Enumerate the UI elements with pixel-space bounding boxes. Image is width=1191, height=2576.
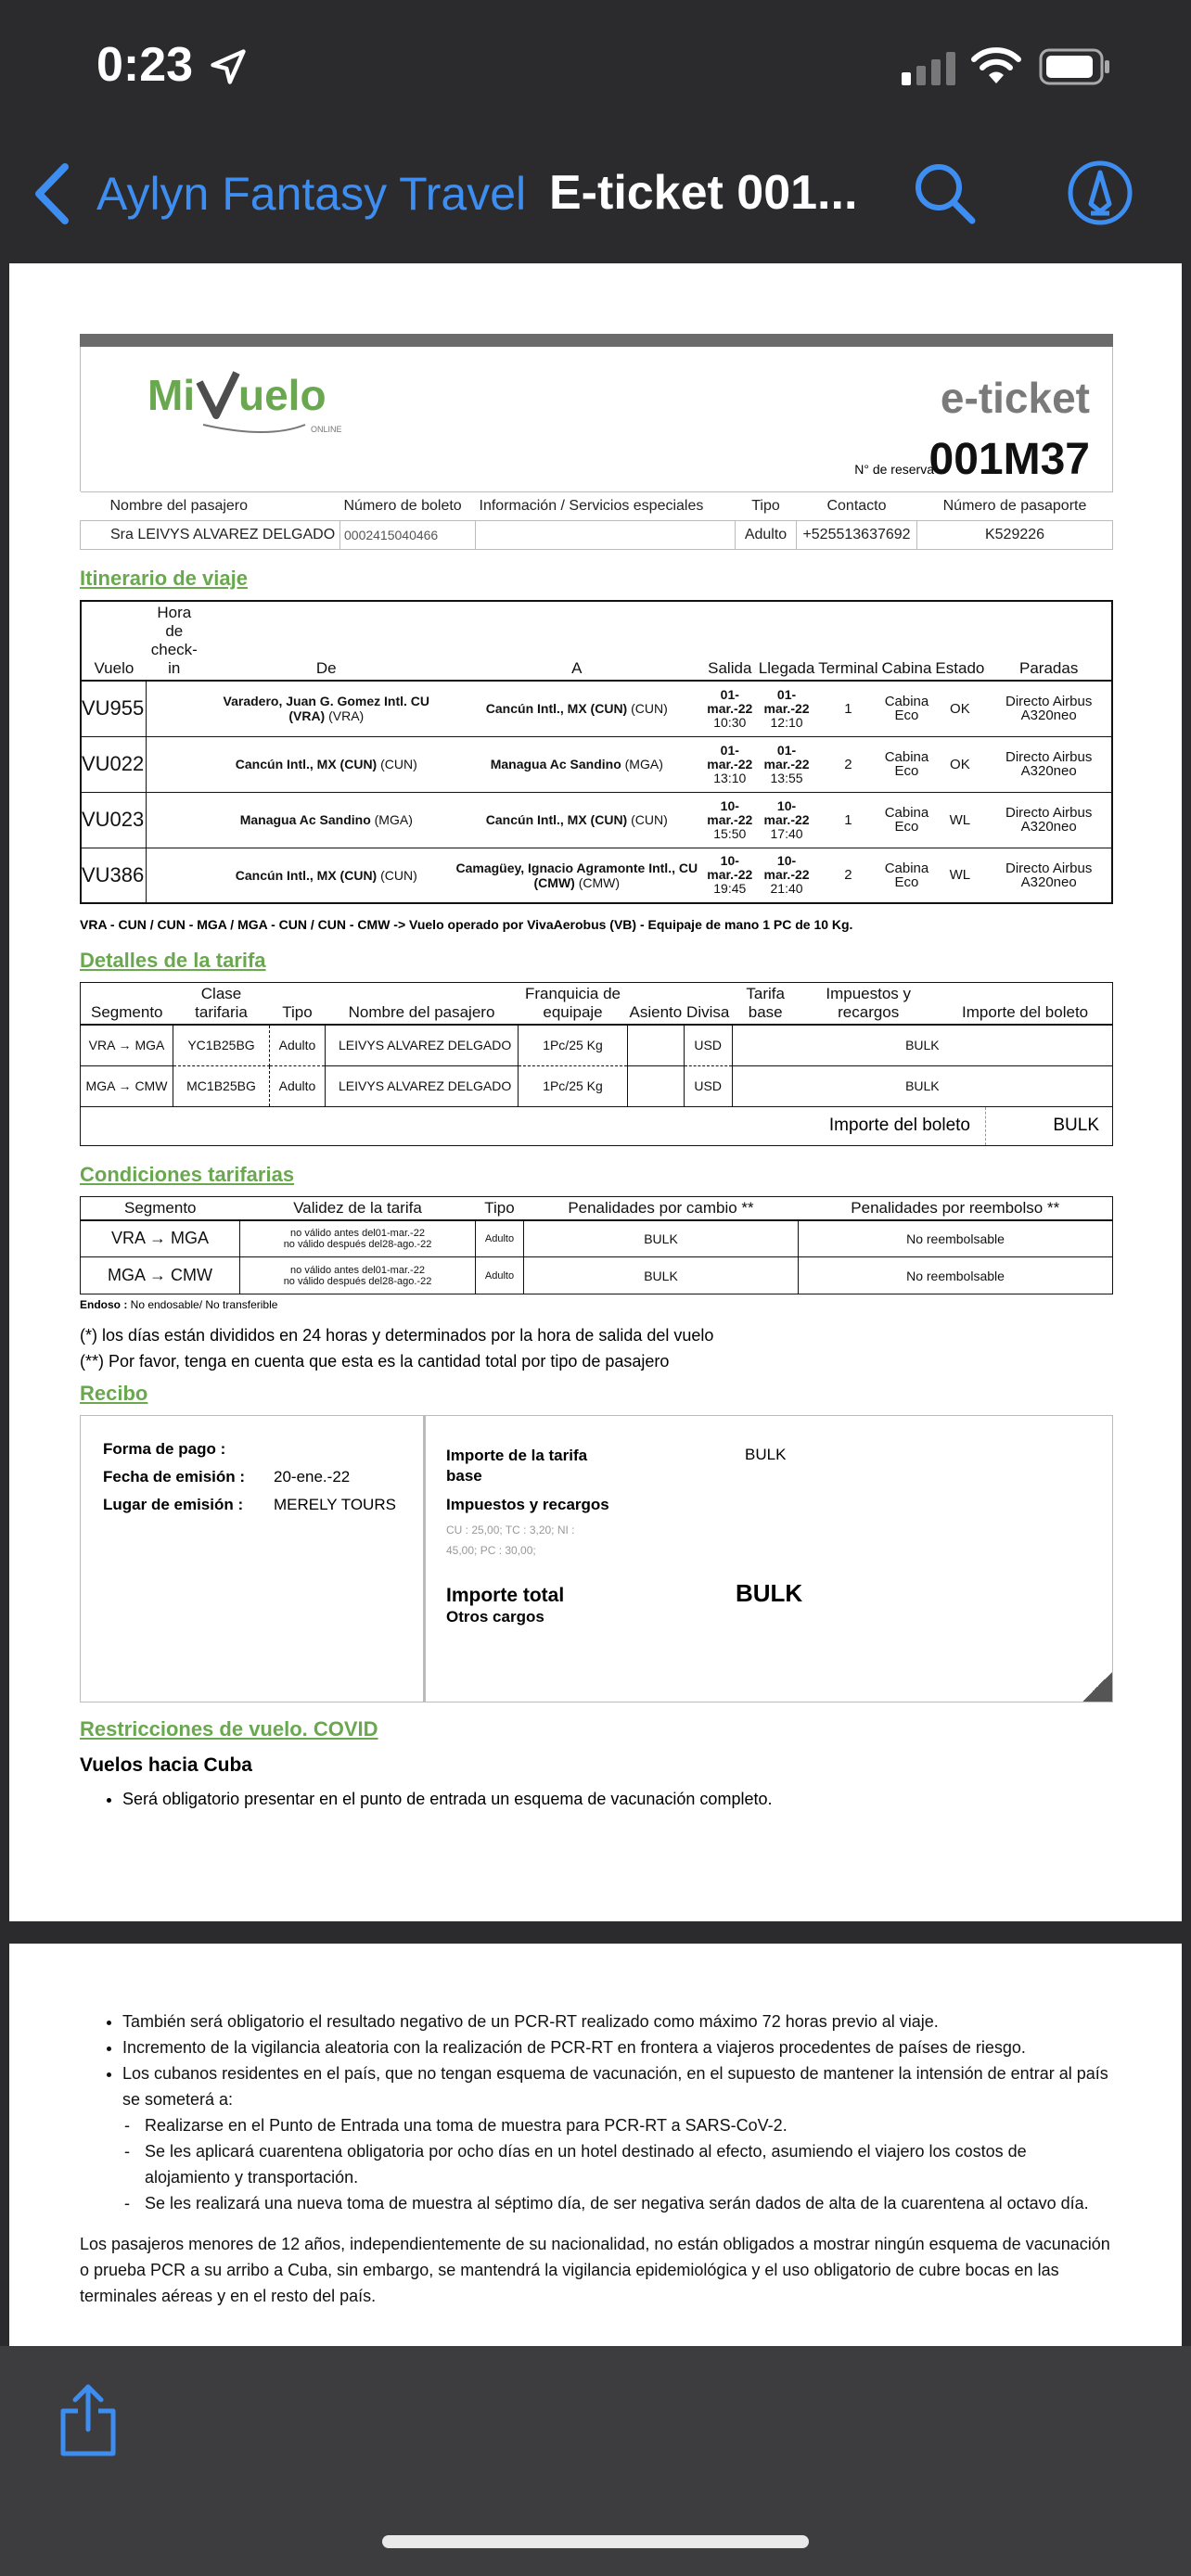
list-item: - Se les aplicará cuarentena obligatoria por ocho días en un hotel destinado al efecto, asumiendo el viajero los costos de alojamiento y transportación. (122, 2138, 1113, 2190)
search-icon[interactable] (911, 159, 978, 226)
header-bar (80, 334, 1113, 347)
issue-date-label: Fecha de emisión : (103, 1468, 246, 1486)
destination-code: (CMW) (574, 874, 621, 890)
col-header: A (451, 601, 703, 681)
condition-type: Adulto (476, 1220, 524, 1257)
fare-row (81, 1065, 1113, 1106)
pax-passport: K529226 (917, 521, 1113, 550)
fare-class: MC1B25BG (173, 1065, 270, 1106)
condition-row (81, 1220, 1113, 1257)
list-item: • Será obligatorio presentar en el punto de entrada un esquema de vacunación completo. (122, 1786, 1113, 1812)
validity-from: no válido antes del01-mar.-22 (290, 1264, 425, 1276)
stops: Directo Airbus A320neo (986, 681, 1112, 736)
validity-to: no válido después del28-ago.-22 (283, 1238, 432, 1250)
fare-segment: MGA → CMW (81, 1065, 173, 1106)
col-header: Contacto (797, 492, 917, 521)
col-header: Tarifa base (732, 983, 799, 1026)
col-header: De (202, 601, 451, 681)
condition-segment: VRA → MGA (81, 1220, 240, 1257)
status-time: 0:23 (96, 38, 194, 92)
col-header: Impuestos y recargos (799, 983, 938, 1026)
checkin-time (147, 792, 202, 848)
total-value: BULK (736, 1579, 803, 1607)
minors-paragraph: Los pasajeros menores de 12 años, independientemente de su nacionalidad, no están obligados a mostrar ningún esquema de vacunación o prueba PCR a su arribo a Cuba, sin embargo, se mantendrá la vigilancia epidemiológica y el uso obligatorio de cubre bocas en las terminales aéreas y en el resto del país. (80, 2235, 1110, 2305)
cellular-signal-icon (902, 52, 959, 85)
origin-code: (VRA) (325, 708, 365, 724)
issue-date-value: 20-ene.-22 (274, 1468, 351, 1486)
pdf-page-1[interactable] (9, 263, 1182, 1921)
receipt-title: Recibo (80, 1382, 148, 1405)
arrival-date: 10-mar.-22 (763, 797, 810, 827)
endoso-value: No endosable/ No transferible (127, 1298, 278, 1311)
fare-type: Adulto (270, 1025, 326, 1065)
taxes-detail-line: CU : 25,00; TC : 3,20; NI : (446, 1524, 575, 1537)
receipt-left (81, 1416, 426, 1702)
eticket-label: e-ticket (940, 374, 1090, 422)
departure-date: 01-mar.-22 (707, 686, 753, 716)
pax-type: Adulto (736, 521, 797, 550)
wifi-icon (970, 45, 1022, 85)
list-item: - Realizarse en el Punto de Entrada una toma de muestra para PCR-RT a SARS-CoV-2. (122, 2112, 1113, 2138)
itinerary-row (81, 736, 1112, 792)
status-bar (0, 0, 1191, 139)
cabin: Cabina Eco (880, 681, 934, 736)
fare-row (81, 1025, 1113, 1065)
col-header: Estado (933, 601, 986, 681)
reserva-number: 001M37 (928, 435, 1090, 484)
covid-subtitle: Vuelos hacia Cuba (80, 1754, 252, 1776)
status: OK (933, 681, 986, 736)
departure-time: 15:50 (713, 825, 747, 841)
departure-time: 10:30 (713, 714, 747, 730)
arrival-time: 12:10 (770, 714, 803, 730)
fare-seat (628, 1065, 685, 1106)
col-header: Vuelo (81, 601, 147, 681)
pax-info (476, 521, 736, 550)
status: WL (933, 848, 986, 903)
col-header: Segmento (81, 983, 173, 1026)
col-header: Nombre del pasajero (81, 492, 340, 521)
status: WL (933, 792, 986, 848)
arrival-date: 01-mar.-22 (763, 742, 810, 772)
receipt-right (426, 1416, 1112, 1702)
taxes-detail (446, 1520, 1092, 1561)
fare-notes (80, 1322, 1113, 1374)
col-header: Salida (703, 601, 757, 681)
col-header: Número de pasaporte (917, 492, 1113, 521)
endoso (80, 1298, 1113, 1311)
list-item: • Los cubanos residentes en el país, que no tengan esquema de vacunación, en el supuesto de mantener la intensión de entrar al país se someterá a: (122, 2060, 1113, 2112)
arrival-time: 13:55 (770, 770, 803, 785)
origin (202, 848, 451, 903)
col-header: Clase tarifaria (173, 983, 270, 1026)
itinerary-note: VRA - CUN / CUN - MGA / MGA - CUN / CUN - CMW -> Vuelo operado por VivaAerobus (VB) - Equipaje de mano 1 PC de 10 Kg. (80, 917, 853, 932)
stops: Directo Airbus A320neo (986, 736, 1112, 792)
stops: Directo Airbus A320neo (986, 848, 1112, 903)
fare-total-value: BULK (1053, 1116, 1099, 1135)
col-header: Nombre del pasajero (326, 983, 519, 1026)
destination (451, 792, 703, 848)
itinerary-title: Itinerario de viaje (80, 567, 248, 590)
origin (202, 736, 451, 792)
destination-code: (MGA) (621, 757, 663, 772)
col-header: Terminal (816, 601, 879, 681)
arrival (757, 792, 817, 848)
covid-continued (80, 2009, 1113, 2309)
col-header: Paradas (986, 601, 1112, 681)
origin (202, 792, 451, 848)
origin-name: Managua Ac Sandino (239, 812, 371, 827)
document-title: E-ticket 001... (549, 166, 858, 220)
total-label: Importe total (446, 1585, 565, 1606)
ticket-header (80, 347, 1113, 491)
checkin-time (147, 848, 202, 903)
pax-ticket-number: 0002415040466 (340, 521, 476, 550)
svg-text:ONLINE: ONLINE (311, 425, 342, 434)
col-header: Cabina (880, 601, 934, 681)
flight-number: VU023 (81, 792, 147, 848)
list-item: • También será obligatorio el resultado negativo de un PCR-RT realizado como máximo 72 horas previo al viaje. (122, 2009, 1113, 2034)
pax-contact: +525513637692 (797, 521, 917, 550)
departure-date: 01-mar.-22 (707, 742, 753, 772)
base-fare-value: BULK (745, 1446, 787, 1463)
validity-to: no válido después del28-ago.-22 (283, 1275, 432, 1287)
departure-date: 10-mar.-22 (707, 797, 753, 827)
col-header: Validez de la tarifa (240, 1196, 476, 1220)
svg-text:Mi: Mi (147, 371, 196, 419)
flight-number: VU955 (81, 681, 147, 736)
payment-label: Forma de pago : (103, 1440, 226, 1458)
flight-number: VU022 (81, 736, 147, 792)
departure (703, 681, 757, 736)
destination (451, 736, 703, 792)
validity-from: no válido antes del01-mar.-22 (290, 1227, 425, 1239)
cabin: Cabina Eco (880, 792, 934, 848)
condition-type: Adulto (476, 1257, 524, 1294)
fare-amounts: BULK (732, 1065, 1112, 1106)
refund-penalty: No reembolsable (799, 1257, 1113, 1294)
col-header: Información / Servicios especiales (476, 492, 736, 521)
arrival-time: 21:40 (770, 881, 803, 897)
reserva-label: N° de reserva (854, 462, 934, 477)
origin-code: (CUN) (377, 867, 417, 883)
itinerary-row (81, 848, 1112, 903)
mivuelo-logo (147, 363, 361, 447)
receipt-box (80, 1415, 1113, 1702)
arrival (757, 681, 817, 736)
col-header: Franquicia de equipaje (519, 983, 628, 1026)
fare-passenger: LEIVYS ALVAREZ DELGADO (326, 1025, 519, 1065)
arrival-date: 10-mar.-22 (763, 853, 810, 883)
origin-name: Cancún Intl., MX (CUN) (235, 867, 378, 883)
condition-segment: MGA → CMW (81, 1257, 240, 1294)
issue-place-value: MERELY TOURS (274, 1496, 396, 1513)
cabin: Cabina Eco (880, 848, 934, 903)
taxes-detail-line: 45,00; PC : 30,00; (446, 1544, 536, 1557)
terminal: 2 (816, 736, 879, 792)
col-header: Segmento (81, 1196, 240, 1220)
stops: Directo Airbus A320neo (986, 792, 1112, 848)
departure (703, 848, 757, 903)
fare-amounts: BULK (732, 1025, 1112, 1065)
terminal: 1 (816, 792, 879, 848)
col-header: Penalidades por reembolso ** (799, 1196, 1113, 1220)
refund-penalty: No reembolsable (799, 1220, 1113, 1257)
destination-name: Cancún Intl., MX (CUN) (485, 701, 628, 717)
location-arrow-icon (208, 46, 249, 87)
col-header: Hora de check-in (147, 601, 202, 681)
fare-type: Adulto (270, 1065, 326, 1106)
checkin-time (147, 736, 202, 792)
conditions-title: Condiciones tarifarias (80, 1162, 295, 1186)
col-header: Asiento (628, 983, 685, 1026)
col-header: Número de boleto (340, 492, 476, 521)
arrival-date: 01-mar.-22 (763, 686, 810, 716)
itinerary-table (80, 600, 1113, 904)
fare-details-title: Detalles de la tarifa (80, 949, 266, 972)
origin-code: (MGA) (370, 812, 413, 827)
departure (703, 736, 757, 792)
note-2: (**) Por favor, tenga en cuenta que esta es la cantidad total por tipo de pasajero (80, 1352, 670, 1371)
condition-validity (240, 1257, 476, 1294)
markup-pen-icon[interactable] (1067, 159, 1133, 226)
departure (703, 792, 757, 848)
list-item: - Se les realizará una nueva toma de muestra al séptimo día, de ser negativa serán dados de alta de la cuarentena al octavo día. (122, 2190, 1113, 2216)
note-1: (*) los días están divididos en 24 horas y determinados por la hora de salida del vuelo (80, 1326, 714, 1345)
arrival-time: 17:40 (770, 825, 803, 841)
destination-name: Managua Ac Sandino (490, 757, 621, 772)
destination-name: Camagüey, Ignacio Agramonte Intl., CU (CMW) (455, 860, 698, 890)
change-penalty: BULK (524, 1257, 799, 1294)
origin-name: Varadero, Juan G. Gomez Intl. CU (VRA) (223, 694, 430, 724)
fare-seat (628, 1025, 685, 1065)
origin (202, 681, 451, 736)
covid-list (122, 1786, 1113, 1812)
requirements-list (122, 2112, 1113, 2216)
condition-row (81, 1257, 1113, 1294)
terminal: 1 (816, 681, 879, 736)
fare-currency: USD (684, 1065, 732, 1106)
destination-code: (CUN) (627, 701, 668, 717)
flight-number: VU386 (81, 848, 147, 903)
conditions-table (80, 1196, 1113, 1295)
taxes-label: Impuestos y recargos (446, 1496, 609, 1513)
other-charges-label: Otros cargos (446, 1608, 544, 1626)
fare-segment: VRA → MGA (81, 1025, 173, 1065)
itinerary-row (81, 681, 1112, 736)
fare-class: YC1B25BG (173, 1025, 270, 1065)
fare-total-label: Importe del boleto (829, 1107, 986, 1145)
col-header: Importe del boleto (938, 983, 1112, 1026)
ticket (80, 334, 1113, 1812)
destination-code: (CUN) (627, 812, 668, 827)
fare-baggage: 1Pc/25 Kg (519, 1025, 628, 1065)
navigation-bar (0, 139, 1191, 250)
origin-name: Cancún Intl., MX (CUN) (235, 757, 378, 772)
cabin: Cabina Eco (880, 736, 934, 792)
origin-code: (CUN) (377, 757, 417, 772)
endoso-label: Endoso : (80, 1298, 128, 1311)
terminal: 2 (816, 848, 879, 903)
col-header: Tipo (736, 492, 797, 521)
itinerary-row (81, 792, 1112, 848)
col-header: Penalidades por cambio ** (524, 1196, 799, 1220)
home-indicator[interactable] (382, 2535, 809, 2548)
base-fare-label: Importe de la tarifa base (446, 1447, 588, 1485)
covid-list-2 (122, 2009, 1113, 2112)
svg-text:uelo: uelo (238, 371, 327, 419)
departure-time: 13:10 (713, 770, 747, 785)
back-button[interactable]: Aylyn Fantasy Travel (96, 168, 527, 220)
fare-details-table (80, 982, 1113, 1107)
fare-currency: USD (684, 1025, 732, 1065)
battery-icon (1039, 48, 1113, 85)
list-item: • Incremento de la vigilancia aleatoria con la realización de PCR-RT en frontera a viajeros procedentes de países de riesgo. (122, 2034, 1113, 2060)
col-header: Llegada (757, 601, 817, 681)
col-header: Tipo (270, 983, 326, 1026)
arrival (757, 736, 817, 792)
fare-baggage: 1Pc/25 Kg (519, 1065, 628, 1106)
checkin-time (147, 681, 202, 736)
pdf-page-2[interactable] (9, 1944, 1182, 2346)
pax-name: Sra LEIVYS ALVAREZ DELGADO (81, 521, 340, 550)
passenger-table (80, 491, 1113, 550)
destination (451, 848, 703, 903)
share-icon[interactable] (58, 2383, 119, 2457)
back-chevron-icon[interactable] (32, 161, 72, 226)
fare-total-row (80, 1107, 1113, 1146)
destination-name: Cancún Intl., MX (CUN) (485, 812, 628, 827)
issue-place-label: Lugar de emisión : (103, 1496, 244, 1513)
status: OK (933, 736, 986, 792)
covid-title: Restricciones de vuelo. COVID (80, 1717, 378, 1741)
departure-date: 10-mar.-22 (707, 853, 753, 883)
change-penalty: BULK (524, 1220, 799, 1257)
departure-time: 19:45 (713, 881, 747, 897)
col-header: Divisa (684, 983, 732, 1026)
condition-validity (240, 1220, 476, 1257)
col-header: Tipo (476, 1196, 524, 1220)
destination (451, 681, 703, 736)
fare-passenger: LEIVYS ALVAREZ DELGADO (326, 1065, 519, 1106)
page-fold (1082, 1672, 1112, 1702)
arrival (757, 848, 817, 903)
